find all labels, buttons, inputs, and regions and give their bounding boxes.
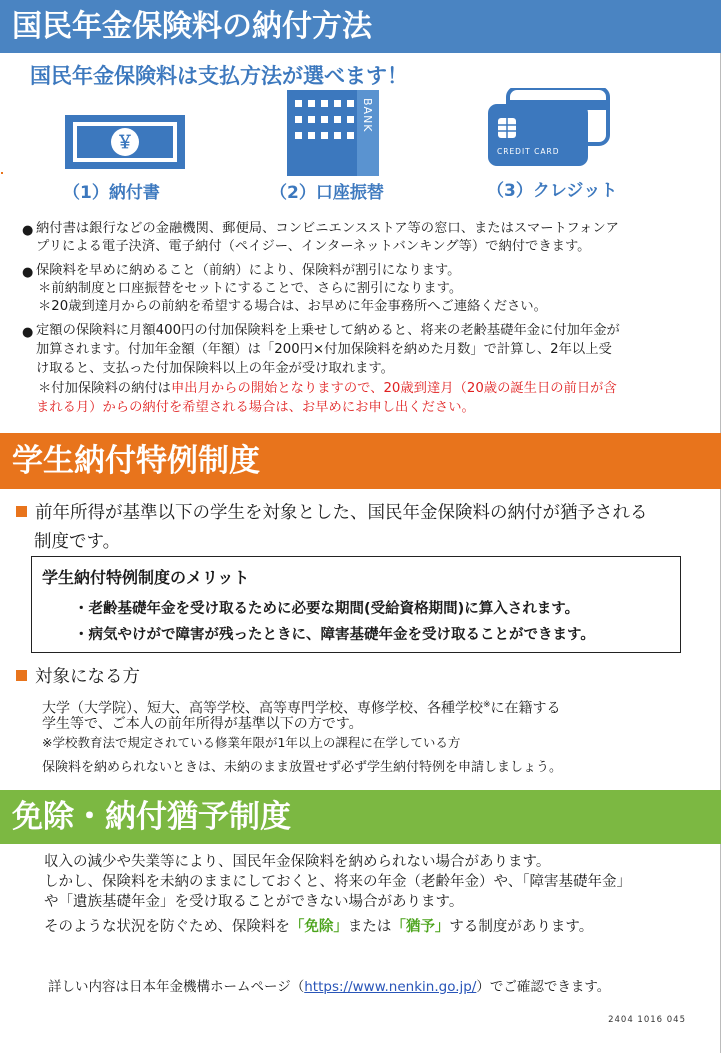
method-label-credit: （3）クレジット [487, 181, 618, 201]
bank-building-icon [287, 90, 379, 180]
bullet-icon: ● [22, 265, 34, 280]
merit-box [31, 556, 681, 653]
square-bullet-icon [16, 670, 27, 681]
exemption-line-4a: そのような状況を防ぐため、保険料を [44, 919, 290, 935]
student-section-banner [0, 433, 721, 489]
exemption-line-3: や「遺族基礎年金」を受け取ることができない場合があります。 [44, 894, 464, 910]
note-3-line-4-red: 申出月からの開始となりますので、20歳到達月（20歳の誕生日の前日が含 [170, 381, 617, 396]
target-footnote: ※学校教育法で規定されている修業年限が1年以上の課程に在学している方 [42, 735, 461, 750]
bullet-icon: ● [22, 223, 34, 238]
target-title-text: 対象になる方 [35, 667, 140, 687]
merit-title: 学生納付特例制度のメリット [42, 568, 250, 587]
page-title: 国民年金保険料の納付方法 [12, 9, 372, 44]
footer-pre: 詳しい内容は日本年金機構ホームページ（ [48, 979, 305, 995]
note-3-line-4-black: ＊付加保険料の納付は [38, 381, 171, 396]
nenkin-homepage-link[interactable]: https://www.nenkin.go.jp/ [304, 979, 477, 995]
edge-mark [1, 172, 3, 174]
student-desc-text: 前年所得が基準以下の学生を対象とした、国民年金保険料の納付が猶予される [35, 503, 648, 523]
footer-post: ）でご確認できます。 [476, 979, 611, 995]
exemption-highlight-yuyo: 「猶予」 [391, 919, 450, 935]
svg-text:BANK: BANK [361, 98, 374, 133]
note-3-line-3: け取ると、支払った付加保険料以上の年金が受け取れます。 [36, 361, 394, 376]
note-3-line-4 [38, 380, 617, 398]
note-2-line-1: 保険料を早めに納めること（前納）により、保険料が割引になります。 [36, 263, 461, 278]
target-line-2: 学生等で、ご本人の前年所得が基準以下の方です。 [42, 716, 363, 732]
merit-item-2: ・病気やけがで障害が残ったときに、障害基礎年金を受け取ることができます。 [74, 627, 595, 643]
exemption-line-4c: または [347, 919, 392, 935]
exemption-line-4e: する制度があります。 [449, 919, 594, 935]
footer-line [48, 978, 610, 996]
note-3-line-2: 加算されます。付加年金額（年額）は「200円×付加保険料を納めた月数」で計算し、2年以上受 [36, 342, 612, 357]
target-title [16, 663, 140, 691]
target-line-1b: に在籍する [490, 700, 561, 717]
note-1-line-1: 納付書は銀行などの金融機関、郵便局、コンビニエンスストア等の窓口、またはスマートフォンア [36, 221, 619, 236]
exemption-line-2: しかし、保険料を未納のままにしておくと、将来の年金（老齢年金）や、「障害基礎年金」 [44, 874, 631, 890]
target-footnote-mark: ※ [483, 700, 491, 710]
note-3-line-1: 定額の保険料に月額400円の付加保険料を上乗せして納めると、将来の老齢基礎年金に付加年金が [36, 323, 620, 338]
square-bullet-icon [16, 506, 27, 517]
bullet-icon: ● [22, 325, 34, 340]
merit-item-1: ・老齢基礎年金を受け取るために必要な期間(受給資格期間)に算入されます。 [74, 601, 580, 617]
note-1-line-2: プリによる電子決済、電子納付（ペイジー、インターネットバンキング等）で納付できます。 [36, 239, 591, 254]
payment-subtitle: 国民年金保険料は支払方法が選べます！ [30, 64, 408, 88]
method-label-bank: （2）口座振替 [270, 183, 384, 203]
document-code: 2404 1016 045 [608, 1015, 686, 1025]
payment-methods-banner [0, 0, 721, 53]
exemption-section-banner [0, 790, 721, 844]
exemption-highlight-menjo: 「免除」 [289, 919, 348, 935]
exemption-line-4 [44, 917, 593, 938]
credit-card-icon [486, 88, 610, 172]
target-line-3: 保険料を納められないときは、未納のまま放置せず必ず学生納付特例を申請しましょう。 [42, 760, 563, 775]
method-label-bill: （1）納付書 [63, 183, 160, 203]
note-2-line-2: ＊前納制度と口座振替をセットにすることで、さらに割引になります。 [38, 281, 463, 296]
yen-bill-icon [64, 114, 186, 174]
student-desc-line-1 [16, 499, 648, 527]
svg-text:￥: ￥ [116, 133, 134, 153]
student-section-title: 学生納付特例制度 [12, 443, 260, 479]
exemption-section-title: 免除・納付猶予制度 [12, 799, 291, 835]
note-2-line-3: ＊20歳到達月からの前納を希望する場合は、お早めに年金事務所へご連絡ください。 [38, 299, 547, 314]
exemption-line-1: 収入の減少や失業等により、国民年金保険料を納められない場合があります。 [44, 854, 551, 870]
svg-text:CREDIT CARD: CREDIT CARD [497, 147, 560, 156]
note-3-line-5: まれる月）からの納付を希望される場合は、お早めにお申し出ください。 [36, 400, 475, 415]
target-line-1a: 大学（大学院）、短大、高等学校、高等専門学校、専修学校、各種学校 [42, 700, 483, 717]
student-desc-line-2: 制度です。 [34, 532, 121, 552]
